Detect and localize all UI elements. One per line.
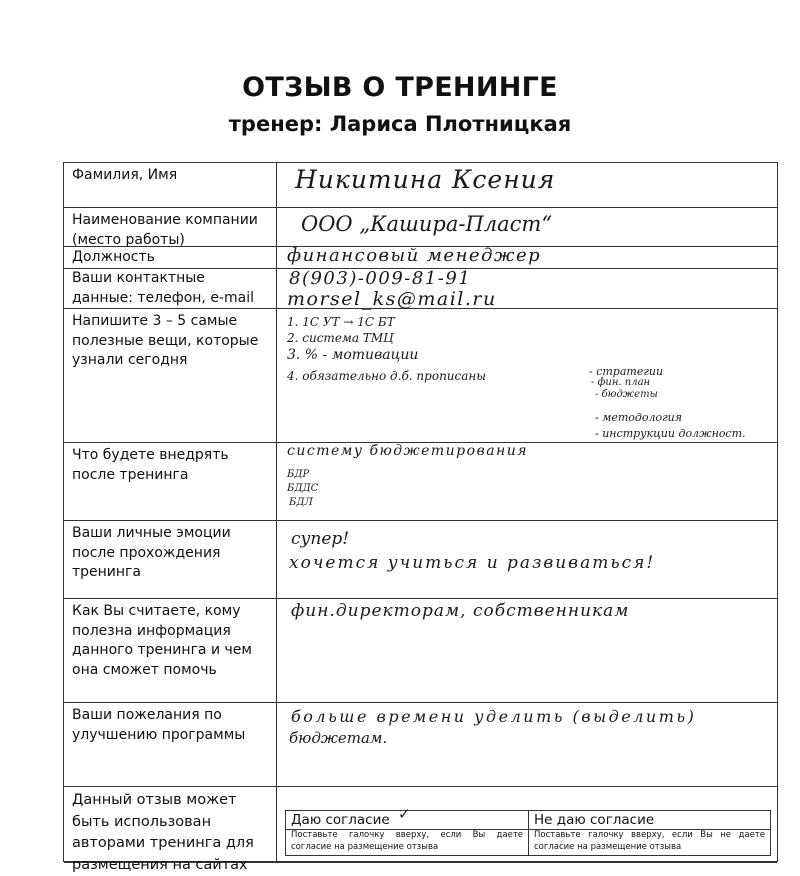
answer-line: - бюджеты [595, 389, 658, 400]
consent-disagree-label: Не даю согласие [529, 811, 770, 830]
answer-line: ООО „Кашира-Пласт“ [301, 212, 553, 236]
answer-line: систему бюджетирования [287, 443, 529, 459]
consent-disagree-note: Поставьте галочку вверху, если Вы не даете согласие на размещение отзыва [534, 830, 765, 852]
consent-disagree[interactable] [529, 811, 770, 855]
feedback-form [63, 162, 778, 873]
consent-table [285, 805, 771, 856]
answer-wishes[interactable] [277, 703, 777, 786]
answer-implement[interactable] [277, 443, 777, 520]
answer-company[interactable] [277, 208, 777, 246]
answer-line: БДЛ [289, 497, 313, 508]
consent-agree[interactable] [286, 805, 529, 855]
label-useful-things: Напишите 3 – 5 самые полезные вещи, которые узнали сегодня [64, 309, 277, 442]
checkmark-icon: ✓ [398, 805, 411, 823]
label-name: Фамилия, Имя [64, 163, 277, 207]
label-contacts: Ваши контактные данные: телефон, e-mail [64, 269, 277, 308]
answer-line: 8(903)-009-81-91 [289, 268, 472, 289]
answer-emotions[interactable] [277, 521, 777, 598]
answer-line: - стратегии [589, 365, 664, 378]
answer-line: - методология [595, 411, 683, 424]
row-contacts [64, 269, 777, 309]
answer-useful-things[interactable] [277, 309, 777, 442]
row-name [64, 163, 777, 208]
answer-line: БДР [287, 469, 310, 480]
row-position [64, 247, 777, 269]
answer-line: финансовый менеджер [287, 245, 542, 266]
consent-agree-label: Даю согласие [286, 811, 528, 830]
answer-line: 2. система ТМЦ [287, 331, 394, 345]
answer-position[interactable] [277, 247, 777, 268]
row-useful-things [64, 309, 777, 443]
answer-line: - инструкции должност. [595, 427, 746, 440]
label-who-benefits: Как Вы считаете, кому полезна информация данного тренинга и чем она сможет помочь [64, 599, 277, 702]
label-consent: Данный отзыв может быть использован авторами тренинга для размещения на сайтах [64, 787, 277, 862]
answer-line: morsel_ks@mail.ru [287, 288, 497, 310]
label-emotions: Ваши личные эмоции после прохождения тренинга [64, 521, 277, 598]
label-wishes: Ваши пожелания по улучшению программы [64, 703, 277, 786]
consent-agree-note: Поставьте галочку вверху, если Вы даете согласие на размещение отзыва [291, 830, 523, 852]
row-who-benefits [64, 599, 777, 703]
answer-line: супер! [291, 529, 350, 549]
answer-name[interactable] [277, 163, 777, 207]
answer-line: 3. % - мотивации [287, 347, 419, 363]
answer-line: 1. 1С УТ → 1С БТ [287, 315, 395, 329]
trainer-subtitle: тренер: Лариса Плотницкая [228, 112, 572, 136]
row-emotions [64, 521, 777, 599]
answer-line: бюджетам. [289, 729, 388, 747]
row-company [64, 208, 777, 247]
answer-line: Никитина Ксения [295, 165, 556, 194]
answer-who-benefits[interactable] [277, 599, 777, 702]
answer-line: БДДС [287, 483, 319, 494]
label-position: Должность [64, 247, 277, 268]
answer-line: 4. обязательно д.б. прописаны [287, 369, 487, 383]
answer-line: хочется учиться и развиваться! [289, 553, 656, 573]
label-implement: Что будете внедрять после тренинга [64, 443, 277, 520]
answer-contacts[interactable] [277, 269, 777, 308]
document-title: ОТЗЫВ О ТРЕНИНГЕ [242, 72, 558, 103]
row-wishes [64, 703, 777, 787]
answer-line: фин.директорам, собственникам [291, 601, 630, 621]
row-implement [64, 443, 777, 521]
answer-line: больше времени уделить (выделить) [291, 707, 697, 726]
answer-line: - фин. план [591, 377, 651, 388]
label-company: Наименование компании (место работы) [64, 208, 277, 246]
